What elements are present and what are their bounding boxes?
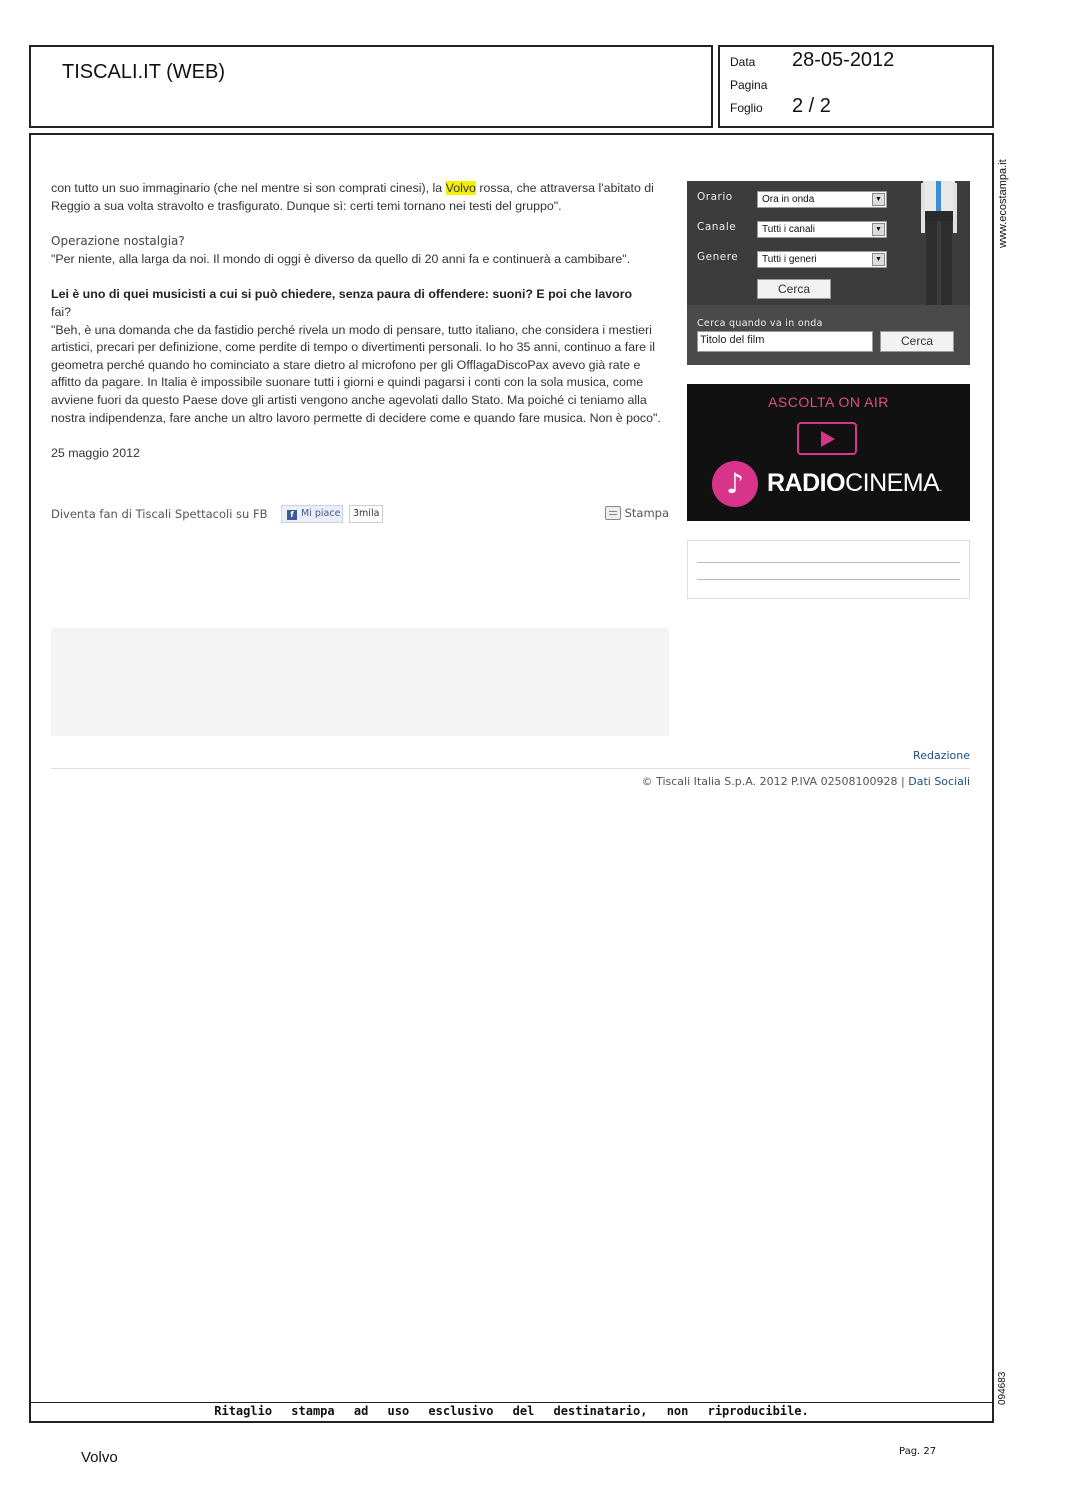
question-heading: Operazione nostalgia? [51,234,185,249]
orario-label: Orario [697,191,733,203]
chevron-down-icon: ▼ [872,253,885,266]
film-search-button[interactable]: Cerca [880,331,954,352]
film-title-input[interactable]: Titolo del film [697,331,873,352]
side-code: 094683 [997,1371,1008,1405]
meta-box [718,45,994,128]
redazione-link[interactable]: Redazione [913,749,970,762]
music-note-icon: ♪ [712,461,758,507]
data-value: 28-05-2012 [792,49,895,71]
tv-guide-widget [687,181,970,365]
genere-select[interactable]: Tutti i generi ▼ [757,251,887,268]
chevron-down-icon: ▼ [872,193,885,206]
social-row [51,505,669,525]
radio-title: ASCOLTA ON AIR [768,394,889,410]
article-paragraph: con tutto un suo immaginario (che nel mentre si son comprati cinesi), la Volvo rossa, che attraversa l'abitato di Reggio a sua volta stravolto e trasfigurato. Dunque sì: certi temi tornano nei testi del gruppo". [51,181,654,213]
divider [697,562,960,563]
article-body [51,180,669,463]
article-date: 25 maggio 2012 [51,446,140,461]
keyword-label: Volvo [81,1449,118,1466]
foglio-label: Foglio [730,101,763,115]
highlighted-keyword: Volvo [445,181,476,195]
man-illustration [917,181,961,305]
question-continuation: fai? [51,304,71,319]
search-button[interactable]: Cerca [757,279,831,299]
footer-divider [51,768,970,769]
side-url: www.ecostampa.it [997,159,1009,248]
answer-paragraph: "Per niente, alla larga da noi. Il mondo di oggi è diverso da quello di 20 anni fa e continuerà a cambibare". [51,251,631,266]
empty-widget [687,540,970,599]
canale-label: Canale [697,221,737,233]
clipping-note: Ritaglio stampa ad uso esclusivo del destinatario, non riproducibile. [31,1402,992,1421]
genere-label: Genere [697,251,739,263]
play-icon[interactable] [797,422,857,455]
radiocinema-banner[interactable] [687,384,970,521]
source-title: TISCALI.IT (WEB) [62,61,225,83]
orario-select[interactable]: Ora in onda ▼ [757,191,887,208]
like-count: 3mila [349,505,383,523]
pagina-label: Pagina [730,78,768,92]
tv-guide-filters [687,181,970,305]
source-header-box [29,45,713,128]
canale-select[interactable]: Tutti i canali ▼ [757,221,887,238]
facebook-like-button[interactable]: f Mi piace [281,505,343,523]
facebook-icon: f [287,510,297,520]
dati-sociali-link[interactable]: Dati Sociali [908,775,970,788]
copyright: © Tiscali Italia S.p.A. 2012 P.IVA 02508100928 | Dati Sociali [641,775,970,788]
print-icon [605,506,621,520]
data-label: Data [730,55,756,69]
film-search-subtitle: Cerca quando va in onda [697,318,823,329]
answer-paragraph: "Beh, è una domanda che da fastidio perché rivela un modo di pensare, tutto italiano, che considera i mestieri artistici, precari per definizione, come perdite di tempo o divertimenti personali. Io ho 35 anni, continuo a fare il geometra perché quando ho cominciato a stare dietro al microfono per gli OfflagaDiscoPax avevo già rate e affitto da pagare. In Italia è impossibile suonare tutti i giorni e quindi pagarsi i conti con la sola musica, come avviene fuori da questo Paese dove gli artisti vengono anche agevolati dallo Stato. Ma poiché ci teniamo alla nostra indipendenza, fare anche un altro lavoro permette di decidere come e quando fare musica. Non è poco". [51,322,661,425]
chevron-down-icon: ▼ [872,223,885,236]
ad-placeholder [51,628,669,736]
radio-brand: RADIOCINEMA. [767,469,943,497]
page-number: Pag. 27 [899,1446,937,1457]
question-heading-bold: Lei è uno di quei musicisti a cui si può chiedere, senza paura di offendere: suoni? E poi che lavoro [51,287,633,302]
print-button[interactable]: Stampa [605,506,669,520]
fan-link[interactable]: Diventa fan di Tiscali Spettacoli su FB [51,507,268,521]
divider [697,579,960,580]
foglio-value: 2 / 2 [792,95,831,117]
